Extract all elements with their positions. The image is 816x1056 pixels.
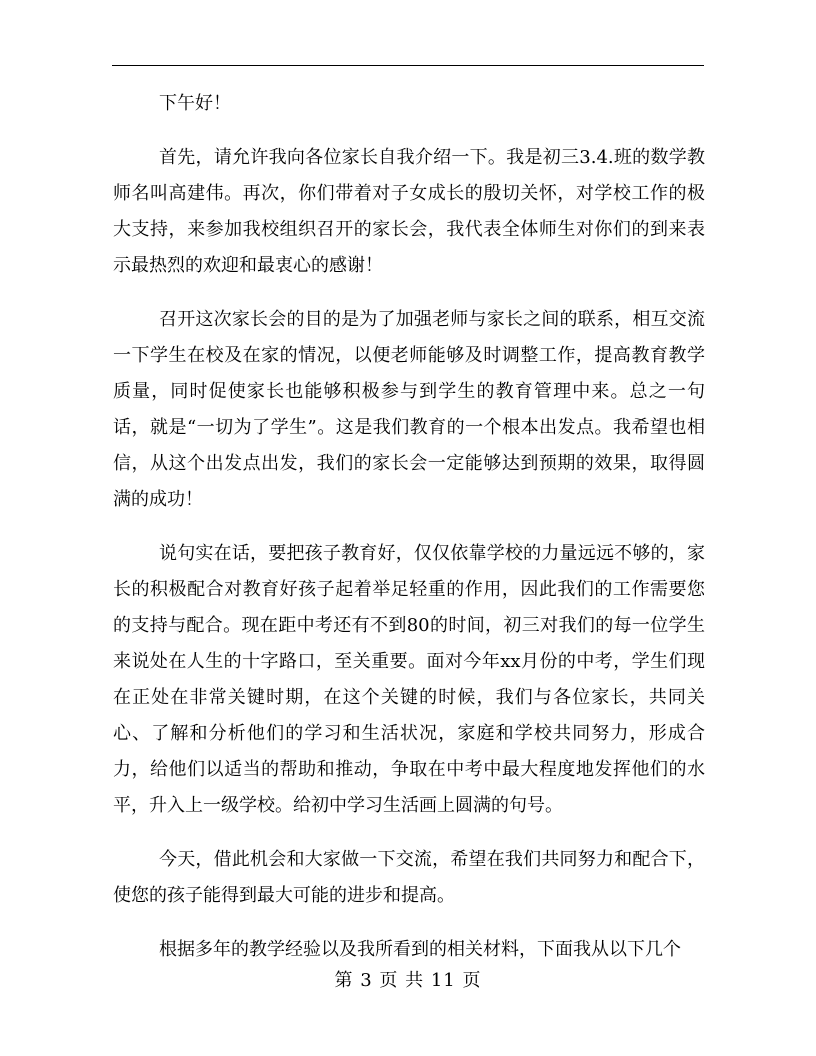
paragraph: 说句实在话，要把孩子教育好，仅仅依靠学校的力量远远不够的，家长的积极配合对教育好孩子起着举足轻重的作用，因此我们的工作需要您的支持与配合。现在距中考还有不到80的时间，初三对我们的每一位学生来说处在人生的十字路口，至关重要。面对今年xx月份的中考，学生们现在正处在非常关键时期，在这个关键的时候，我们与各位家长，共同关心、了解和分析他们的学习和生活状况，家庭和学校共同努力，形成合力，给他们以适当的帮助和推动，争取在中考中最大程度地发挥他们的水平，升入上一级学校。给初中学习生活画上圆满的句号。 — [113, 543, 705, 816]
header-rule — [112, 65, 704, 66]
greeting-paragraph: 下午好！ — [159, 93, 231, 114]
document-body — [113, 86, 705, 986]
paragraph: 召开这次家长会的目的是为了加强老师与家长之间的联系，相互交流一下学生在校及在家的情况，以便老师能够及时调整工作，提高教育教学质量，同时促使家长也能够积极参与到学生的教育管理中来。总之一句话，就是“一切为了学生”。这是我们教育的一个根本出发点。我希望也相信，从这个出发点出发，我们的家长会一定能够达到预期的效果，取得圆满的成功！ — [113, 309, 705, 510]
paragraph: 首先，请允许我向各位家长自我介绍一下。我是初三3.4.班的数学教师名叫高建伟。再次，你们带着对子女成长的殷切关怀，对学校工作的极大支持，来参加我校组织召开的家长会，我代表全体师生对你们的到来表示最热烈的欢迎和最衷心的感谢！ — [113, 147, 705, 276]
paragraph: 今天，借此机会和大家做一下交流，希望在我们共同努力和配合下，使您的孩子能得到最大可能的进步和提高。 — [113, 849, 705, 906]
page-number-footer: 第 3 页 共 11 页 — [334, 970, 482, 991]
paragraph: 根据多年的教学经验以及我所看到的相关材料，下面我从以下几个 — [159, 939, 681, 960]
